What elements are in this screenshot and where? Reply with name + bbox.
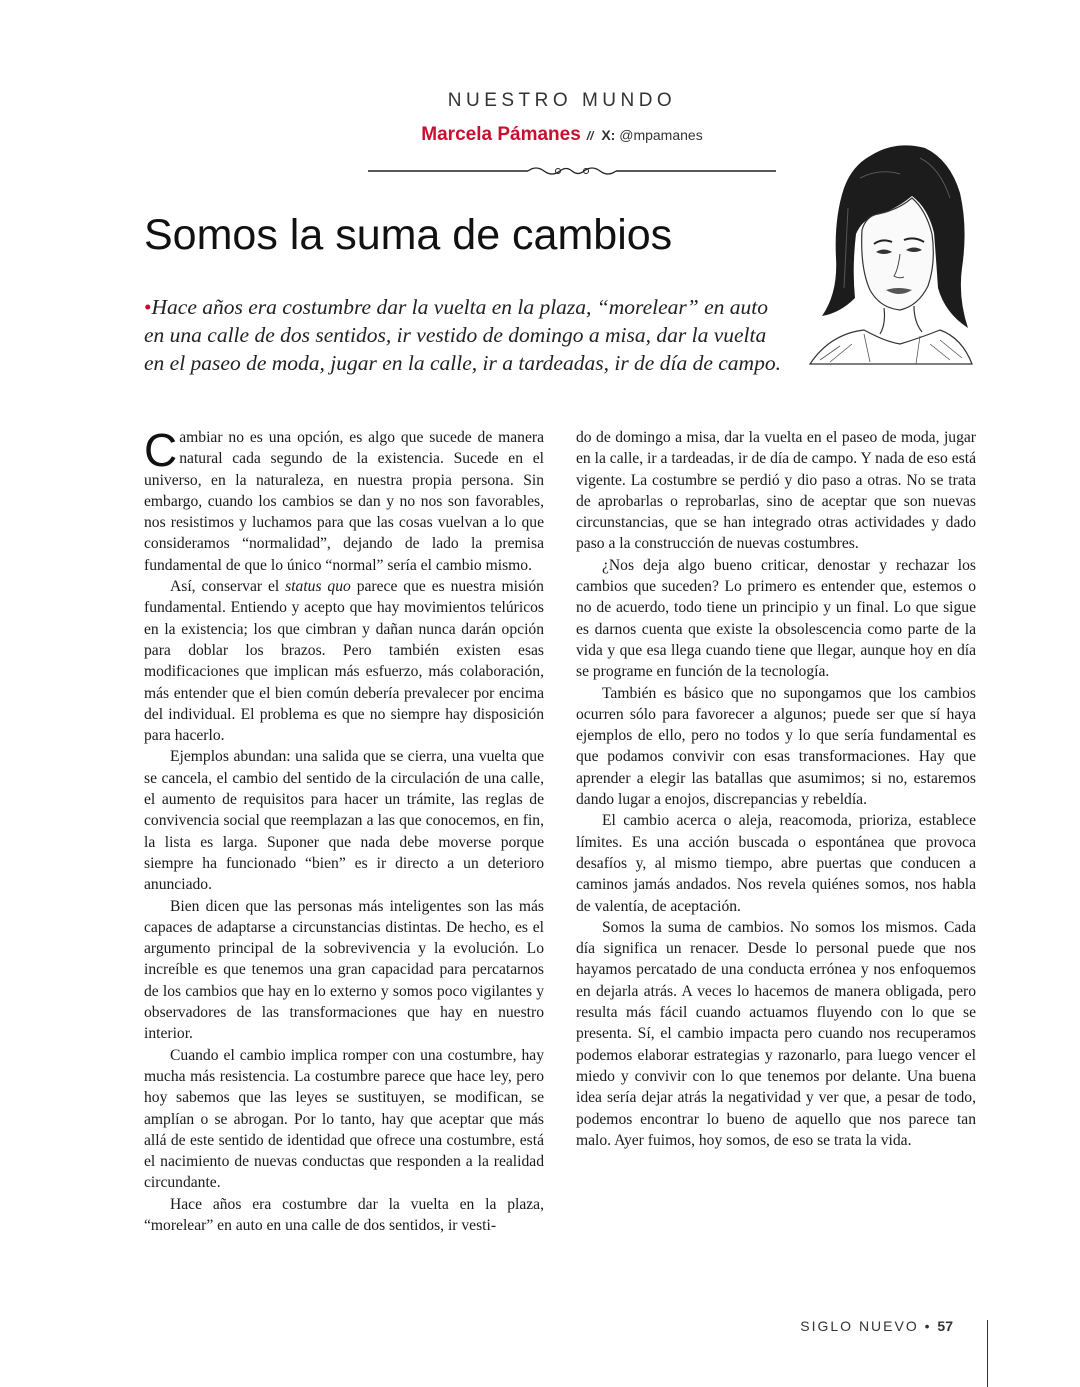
body-paragraph — [144, 424, 544, 576]
paragraph-text: parece que es nuestra misión fundamental. Entiendo y acepto que hay movimientos telúricos en la existencia; los que cimbran y dañan nunca darán opción para doblar los brazos. Pero también existen esas modificaciones que implican más esfuerzo, más colaboración, más entender que el bien común debería prevalecer por encima del individual. El problema es que no siempre hay disposición para hacerlo. — [144, 578, 544, 745]
body-paragraph-continued: do de domingo a misa, dar la vuelta en el paseo de moda, jugar en la calle, ir a tardeadas, ir de día de campo. Y nada de eso está vigente. La costumbre se perdió y dio paso a otras. No se trata de aprobarlas o reprobarlas, sino de aceptar que son nuevas circunstancias, que se han integrado otras actividades y dado paso a la construcción de nuevas costumbres. — [576, 429, 976, 553]
paragraph-text: ambiar no es una opción, es algo que sucede de manera natural cada segundo de la existencia. Sucede en el universo, en la naturaleza, en nuestra propia persona. Sin embargo, cuando los cambios se dan y no nos son favorables, nos resistimos y luchamos para que las cosas vuelvan a lo que consideramos “normalidad”, dejando de lado la premisa fundamental de que lo único “normal” sería el cambio mismo. — [144, 429, 544, 574]
publication-name: SIGLO NUEVO — [800, 1318, 919, 1334]
body-paragraph — [144, 576, 544, 746]
byline-separator: // — [586, 129, 594, 143]
deck-bullet: • — [144, 295, 152, 319]
body-paragraph: El cambio acerca o aleja, reacomoda, prioriza, establece límites. Es una acción buscada o espontánea que provoca desafíos y, al mismo tiempo, abre puertas que conducen a caminos jamás andados. Nos revela quiénes somos, nos habla de valentía, de aceptación. — [576, 812, 976, 915]
deck-summary — [144, 293, 784, 377]
ornament-divider — [368, 161, 776, 181]
byline — [380, 124, 744, 146]
body-paragraph: Ejemplos abundan: una salida que se cierra, una vuelta que se cancela, el cambio del sentido de la circulación de una calle, el aumento de requisitos para hacer un trámite, las reglas de convivencia social que reemplazan a las que conocemos, en fin, la lista es larga. Suponer que nada debe moverse porque siempre ha funcionado “bien” es ir directo a un deterioro anunciado. — [144, 748, 544, 894]
body-paragraph: Somos la suma de cambios. No somos los mismos. Cada día significa un renacer. Desde lo personal puede que nos hayamos percatado de una conducta errónea y nos enfoquemos en dejarla atrás. A veces lo hacemos de manera obligada, pero resulta más fácil cuando actuamos fluyendo con lo que se presenta. Sí, el cambio impacta pero cuando nos recuperamos podemos elaborar estrategias y razonarlo, para luego vencer el miedo y convivir con lo que tenemos por delante. Una buena idea sería dejar atrás la negatividad y ver que, a pesar de todo, podemos encontrar lo bueno de aquello que nos parece tan malo. Ayer fuimos, hoy somos, de eso se trata la vida. — [576, 918, 976, 1149]
section-label: NUESTRO MUNDO — [447, 90, 677, 111]
headline: Somos la suma de cambios — [144, 211, 673, 259]
body-paragraph: Cuando el cambio implica romper con una costumbre, hay mucha más resistencia. La costumbre parece que hace ley, pero hoy sabemos que las leyes se sustituyen, se modifican, se amplían o se abrogan. Por lo tanto, hay que aceptar que más allá de este sentido de identidad que ofrece una costumbre, está el nacimiento de nuevas conductas que responden a la realidad circundante. — [144, 1046, 544, 1192]
body-paragraph: Hace años era costumbre dar la vuelta en la plaza, “morelear” en auto en una calle de dos sentidos, ir vesti- — [144, 1195, 544, 1234]
deck-text: Hace años era costumbre dar la vuelta en la plaza, “morelear” en auto en una calle de dos sentidos, ir vestido de domingo a misa, dar la vuelta en el paseo de moda, jugar en la calle, ir a tardeadas, ir de día de campo. — [144, 295, 781, 375]
body-column-right — [576, 427, 976, 1151]
author-portrait-illustration — [800, 138, 975, 366]
body-column-left — [144, 424, 544, 1236]
body-paragraph: También es básico que no supongamos que los cambios ocurren sólo para favorecer a algunos; puede ser que sí haya ejemplos de ello, pero no todos y lo que sería fundamental es que podamos convivir con esas transformaciones. Hay que aprender a elegir las batallas que asumimos; si no, estaremos dando lugar a enojos, discrepancias y rebeldía. — [576, 684, 976, 809]
drop-cap: C — [144, 424, 178, 476]
author-name: Marcela Pámanes — [421, 124, 581, 145]
body-paragraph: ¿Nos deja algo bueno criticar, denostar y rechazar los cambios que suceden? Lo primero es entender que, estemos o no de acuerdo, todo tiene un principio y un final. Lo que sigue es darnos cuenta que existe la obsolescencia como parte de la vida y que esa llega cuando tiene que llegar, aunque hoy en día se programe en función de la tecnología. — [576, 556, 976, 681]
page-number: 57 — [937, 1318, 953, 1334]
x-label: X: — [601, 127, 616, 143]
footer-rule — [987, 1320, 988, 1387]
italic-term: status quo — [285, 578, 351, 596]
paragraph-text: Así, conservar el — [170, 578, 286, 596]
footer-bullet: • — [924, 1318, 932, 1334]
page-footer — [800, 1318, 953, 1334]
x-handle: @mpamanes — [619, 127, 703, 143]
body-paragraph: Bien dicen que las personas más inteligentes son las más capaces de adaptarse a circunstancias distintas. De hecho, es el argumento principal de la sobrevivencia y la evolución. Lo increíble es que tenemos una gran capacidad para percatarnos de los cambios que hay en lo externo y somos poco vigilantes y observadores de las transformaciones que hay en nuestro interior. — [144, 897, 544, 1043]
